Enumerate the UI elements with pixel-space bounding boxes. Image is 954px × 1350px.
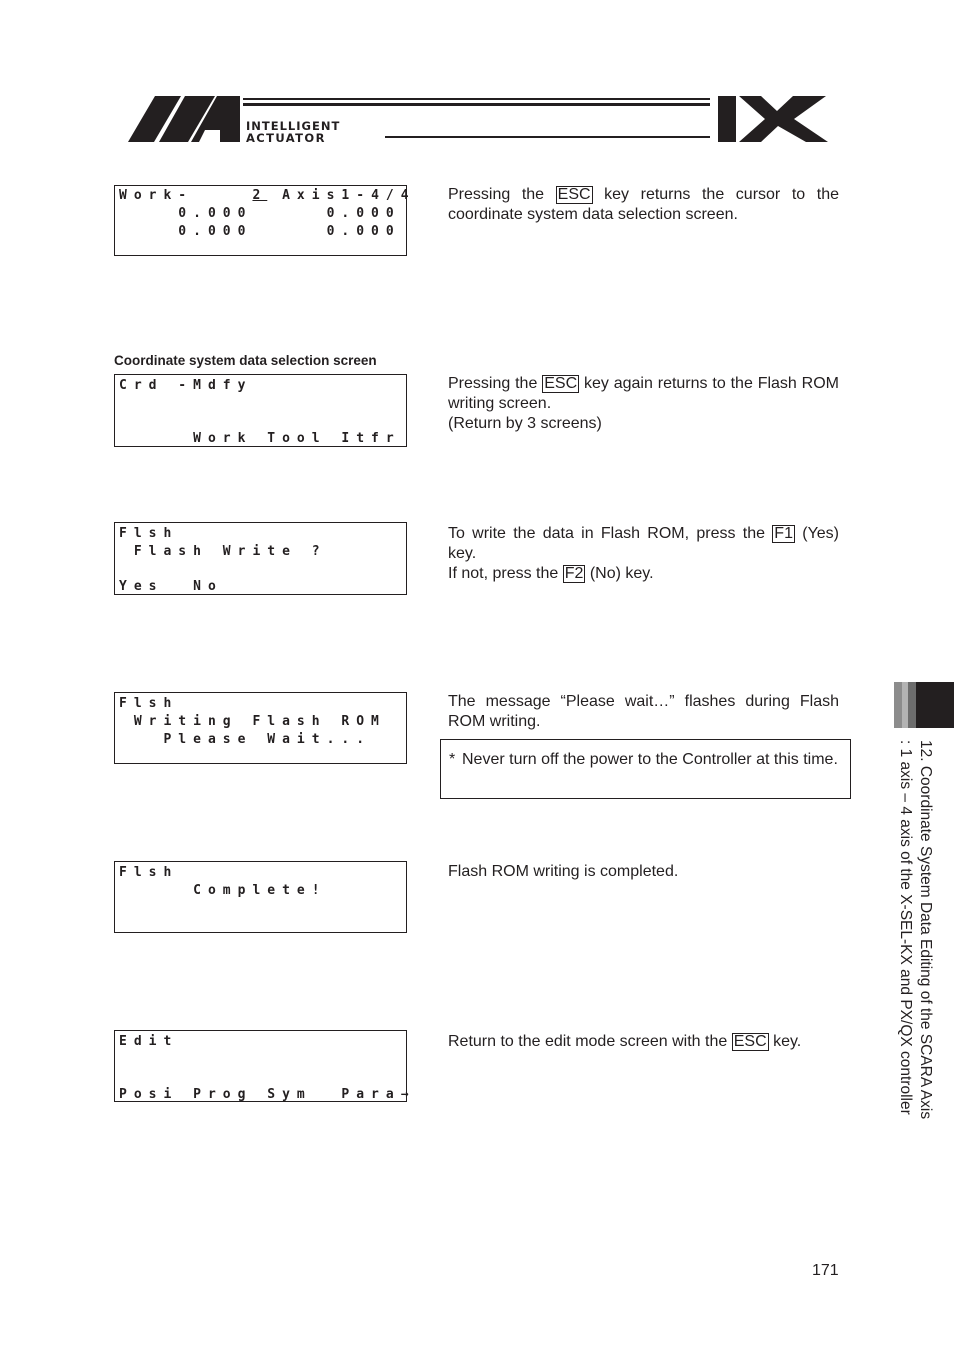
esc-key: ESC [544,375,578,392]
page-number: 171 [812,1262,839,1279]
text-part: key again returns to the Flash ROM writing screen. [448,375,840,412]
step-description [448,185,839,225]
chapter-side-title [891,740,935,1140]
lcd-line-2: 0.000 0.000 [119,206,401,221]
warning-note [440,739,851,799]
text-part: Pressing the [448,186,556,203]
lcd-line-1: Flsh [119,696,179,711]
text-part: If not, press the [448,565,563,582]
lcd-writing-screen [114,692,407,764]
ia-logo [125,92,830,148]
lcd-line-4: Posi Prog Sym Para→ [119,1087,416,1102]
screen-caption: Coordinate system data selection screen [114,353,377,368]
note-asterisk: * [449,751,456,768]
lcd-line-2: Complete! [119,883,327,898]
chapter-title-line2: : 1 axis – 4 axis of the X-SEL-KX and PX/QX controller [897,740,914,1115]
step-description: Flash ROM writing is completed. [448,863,679,880]
lcd-work-axis-screen [114,185,416,256]
text-part: (Yes) key. [448,525,840,562]
step-description [448,1032,839,1052]
lcd-edit-screen [114,1030,416,1102]
chapter-title-line1: 12. Coordinate System Data Editing of the SCARA Axis [917,740,934,1120]
note-text: Never turn off the power to the Controller at this time. [462,751,838,768]
f1-key: F1 [774,525,793,542]
brand-line1: INTELLIGENT [246,119,341,133]
lcd-complete-screen [114,861,407,933]
lcd-flash-write-screen [114,522,407,595]
lcd-line-4: Yes No [119,579,223,594]
lcd-line-1: Flsh [119,526,179,541]
lcd-coordinate-selection-screen [114,374,407,447]
lcd-work-number: 2 [252,188,268,203]
lcd-line-1: Crd -Mdfy [119,378,253,393]
text-part: To write the data in Flash ROM, press the [448,525,773,542]
esc-key: ESC [557,186,591,203]
text-part: Pressing the [448,375,543,392]
text-part: (No) key. [585,565,654,582]
lcd-line-2: Flash Write ? [119,544,327,559]
f2-key: F2 [564,565,584,582]
text-part: key returns the cursor to the coordinate system data selection screen. [448,186,839,223]
lcd-line-3: 0.000 0.000 [119,224,401,239]
step-description [448,374,839,434]
text-part: key. [768,1033,802,1050]
lcd-line-4: Work Tool Itfr [119,431,401,446]
step-description: The message “Please wait…” flashes during Flash ROM writing. [448,693,839,730]
brand-line2: ACTUATOR [246,131,326,145]
logo-graphic [125,92,830,148]
esc-key: ESC [733,1033,767,1050]
return-note: (Return by 3 screens) [448,415,602,432]
text-part: Return to the edit mode screen with the [448,1033,732,1050]
step-description [448,524,839,584]
lcd-line-3: Please Wait... [119,732,372,747]
lcd-line-2: Writing Flash ROM [119,714,386,729]
lcd-line-1: Work- 2 Axis1-4/4 [119,188,416,203]
lcd-line-1: Edit [119,1034,179,1049]
chapter-tab [894,682,954,733]
lcd-line-1: Flsh [119,865,179,880]
